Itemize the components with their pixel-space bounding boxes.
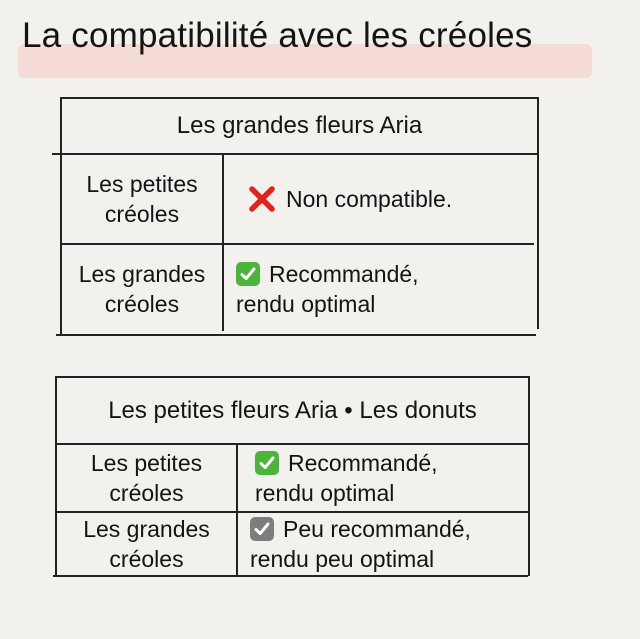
row-value-text: Non compatible. (286, 186, 453, 212)
row-label-line: Les grandes (78, 261, 206, 287)
row-value-text: Peu recommandé, (283, 516, 471, 542)
table-header-text: Les grandes fleurs Aria (176, 112, 423, 139)
table-border-bottom (53, 575, 528, 577)
table-border-right (528, 376, 530, 576)
row-label-line: Les petites (90, 450, 203, 476)
row-label-line: créoles (104, 291, 180, 317)
row-value-text: rendu peu optimal (250, 546, 435, 572)
green-check-icon (255, 451, 279, 475)
row-value (255, 445, 525, 511)
row-label (57, 513, 236, 575)
table-border-middle (236, 445, 238, 576)
row-label-line: Les grandes (83, 516, 210, 542)
row-label (57, 445, 236, 511)
table-header (57, 378, 528, 443)
row-label-line: Les petites (86, 171, 198, 197)
row-value-text: rendu optimal (236, 291, 376, 317)
table-header-text: Les petites fleurs Aria • Les donuts (108, 396, 477, 424)
row-value-text: Recommandé, (288, 450, 438, 476)
page-title: La compatibilité avec les créoles (22, 16, 533, 55)
row-value-text: rendu optimal (255, 480, 395, 506)
row-label-line: créoles (109, 546, 184, 572)
row-value (250, 513, 525, 575)
grey-check-icon (250, 517, 274, 541)
row-label-line: créoles (104, 201, 180, 227)
row-label-line: créoles (109, 480, 184, 506)
row-value-text: Recommandé, (269, 261, 419, 287)
